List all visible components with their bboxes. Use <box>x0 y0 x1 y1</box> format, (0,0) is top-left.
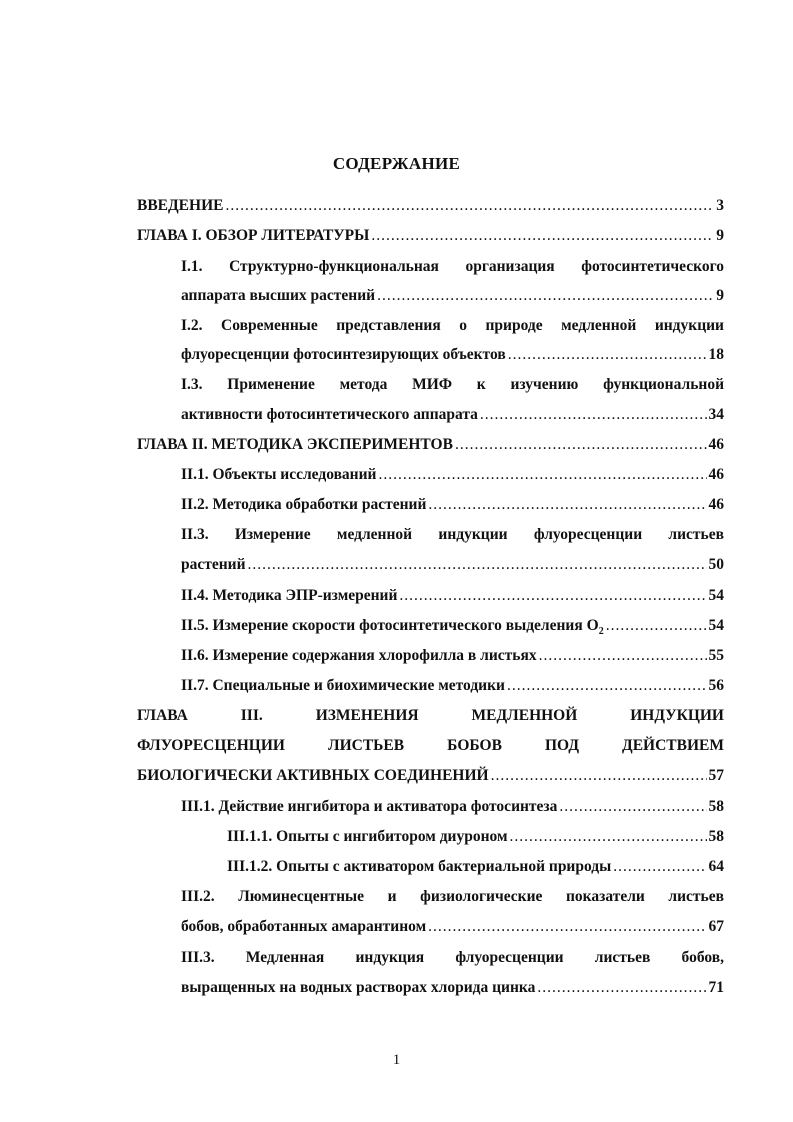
toc-page-number: 46 <box>708 466 724 483</box>
toc-entry <box>181 494 724 516</box>
toc-entry <box>181 645 724 667</box>
dot-leader <box>248 554 707 576</box>
toc-entry-title: флуоресценции фотосинтезирующих объектов <box>181 346 506 363</box>
toc-page-number: 58 <box>708 828 724 845</box>
toc-entry-first-line: I.2. Современные представления о природе медленной индукции <box>181 317 724 334</box>
toc-entry <box>181 464 724 486</box>
toc-entry-title: II.7. Специальные и биохимические методики <box>181 677 505 694</box>
toc-entry <box>227 826 724 848</box>
dot-leader <box>225 195 712 217</box>
dot-leader <box>510 826 707 848</box>
toc-page-number: 54 <box>708 617 724 634</box>
toc-entry-first-line: III.2. Люминесцентные и физиологические показатели листьев <box>181 888 724 905</box>
toc-entry-title: активности фотосинтетического аппарата <box>181 406 478 423</box>
dot-leader <box>491 765 707 787</box>
toc-entry <box>181 675 724 697</box>
dot-leader <box>377 285 712 307</box>
toc-page-number: 57 <box>708 767 724 784</box>
toc-entry-first-line: I.3. Применение метода МИФ к изучению функциональной <box>181 376 724 393</box>
toc-page-number: 50 <box>708 556 724 573</box>
dot-leader <box>428 916 706 938</box>
toc-page-number: 58 <box>708 798 724 815</box>
toc-page-number: 34 <box>708 406 724 423</box>
toc-entry-title: бобов, обработанных амарантином <box>181 918 427 935</box>
toc-entry <box>181 796 724 818</box>
toc-entry <box>181 585 724 607</box>
dot-leader <box>539 645 707 667</box>
toc-page-number: 67 <box>708 918 724 935</box>
toc-entry-title <box>181 615 604 637</box>
dot-leader <box>606 615 707 637</box>
toc-entry <box>137 195 724 217</box>
toc-entry <box>181 615 724 637</box>
dot-leader <box>378 464 706 486</box>
page-title: СОДЕРЖАНИЕ <box>332 154 461 173</box>
toc-page-number: 71 <box>708 979 724 996</box>
toc-entry-text: II.5. Измерение скорости фотосинтетического выделения O <box>181 617 599 634</box>
toc-page-number: 64 <box>708 858 724 875</box>
toc-entry-title: ВВЕДЕНИЕ <box>137 197 224 214</box>
dot-leader <box>507 675 707 697</box>
toc-entry-title: II.1. Объекты исследований <box>181 466 377 483</box>
toc-entry <box>181 344 724 366</box>
toc-entry-title: ГЛАВА I. ОБЗОР ЛИТЕРАТУРЫ <box>137 227 370 244</box>
toc-entry <box>181 404 724 426</box>
toc-entry-first-line: I.1. Структурно-функциональная организация фотосинтетического <box>181 258 724 275</box>
dot-leader <box>399 585 706 607</box>
dot-leader <box>455 434 707 456</box>
dot-leader <box>559 796 706 818</box>
toc-entry-title: III.1.1. Опыты с ингибитором диуроном <box>227 828 508 845</box>
page-number: 1 <box>392 1052 401 1068</box>
toc-entry-title: III.1. Действие ингибитора и активатора фотосинтеза <box>181 798 558 815</box>
dot-leader <box>428 494 706 516</box>
toc-entry <box>137 434 724 456</box>
toc-entry <box>137 225 724 247</box>
toc-page-number: 46 <box>708 436 724 453</box>
toc-entry-first-line: III.3. Медленная индукция флуоресценции листьев бобов, <box>181 949 724 966</box>
toc-entry-title: II.4. Методика ЭПР-измерений <box>181 587 398 604</box>
toc-page-number: 46 <box>708 496 724 513</box>
toc-page-number: 9 <box>716 227 724 244</box>
dot-leader <box>508 344 707 366</box>
dot-leader <box>537 977 706 999</box>
toc-entry-title: ГЛАВА II. МЕТОДИКА ЭКСПЕРИМЕНТОВ <box>137 436 453 453</box>
toc-page-number: 55 <box>708 647 724 664</box>
toc-page-number: 9 <box>716 287 724 304</box>
toc-entry <box>181 285 724 307</box>
toc-entry-title: выращенных на водных растворах хлорида цинка <box>181 979 536 996</box>
toc-page-number: 3 <box>716 197 724 214</box>
dot-leader <box>613 856 706 878</box>
toc-entry <box>181 916 724 938</box>
toc-entry <box>137 765 724 787</box>
toc-entry-title: БИОЛОГИЧЕСКИ АКТИВНЫХ СОЕДИНЕНИЙ <box>137 767 489 784</box>
toc-page-number: 56 <box>708 677 724 694</box>
toc-entry-title: растений <box>181 556 246 573</box>
toc-entry-title: II.2. Методика обработки растений <box>181 496 427 513</box>
toc-page-number: 18 <box>708 346 724 363</box>
toc-entry <box>227 856 724 878</box>
toc-entry-second-line: ФЛУОРЕСЦЕНЦИИ ЛИСТЬЕВ БОБОВ ПОД ДЕЙСТВИЕМ <box>137 737 724 754</box>
toc-entry-title: III.1.2. Опыты с активатором бактериальной природы <box>227 858 612 875</box>
dot-leader <box>480 404 707 426</box>
toc-entry-first-line: ГЛАВА III. ИЗМЕНЕНИЯ МЕДЛЕННОЙ ИНДУКЦИИ <box>137 707 724 724</box>
dot-leader <box>371 225 712 247</box>
toc-entry-first-line: II.3. Измерение медленной индукции флуоресценции листьев <box>181 526 724 543</box>
toc-entry-title: II.6. Измерение содержания хлорофилла в листьях <box>181 647 537 664</box>
toc-entry <box>181 977 724 999</box>
subscript: 2 <box>598 626 604 637</box>
toc-entry-title: аппарата высших растений <box>181 287 376 304</box>
toc-entry <box>181 554 724 576</box>
toc-page-number: 54 <box>708 587 724 604</box>
